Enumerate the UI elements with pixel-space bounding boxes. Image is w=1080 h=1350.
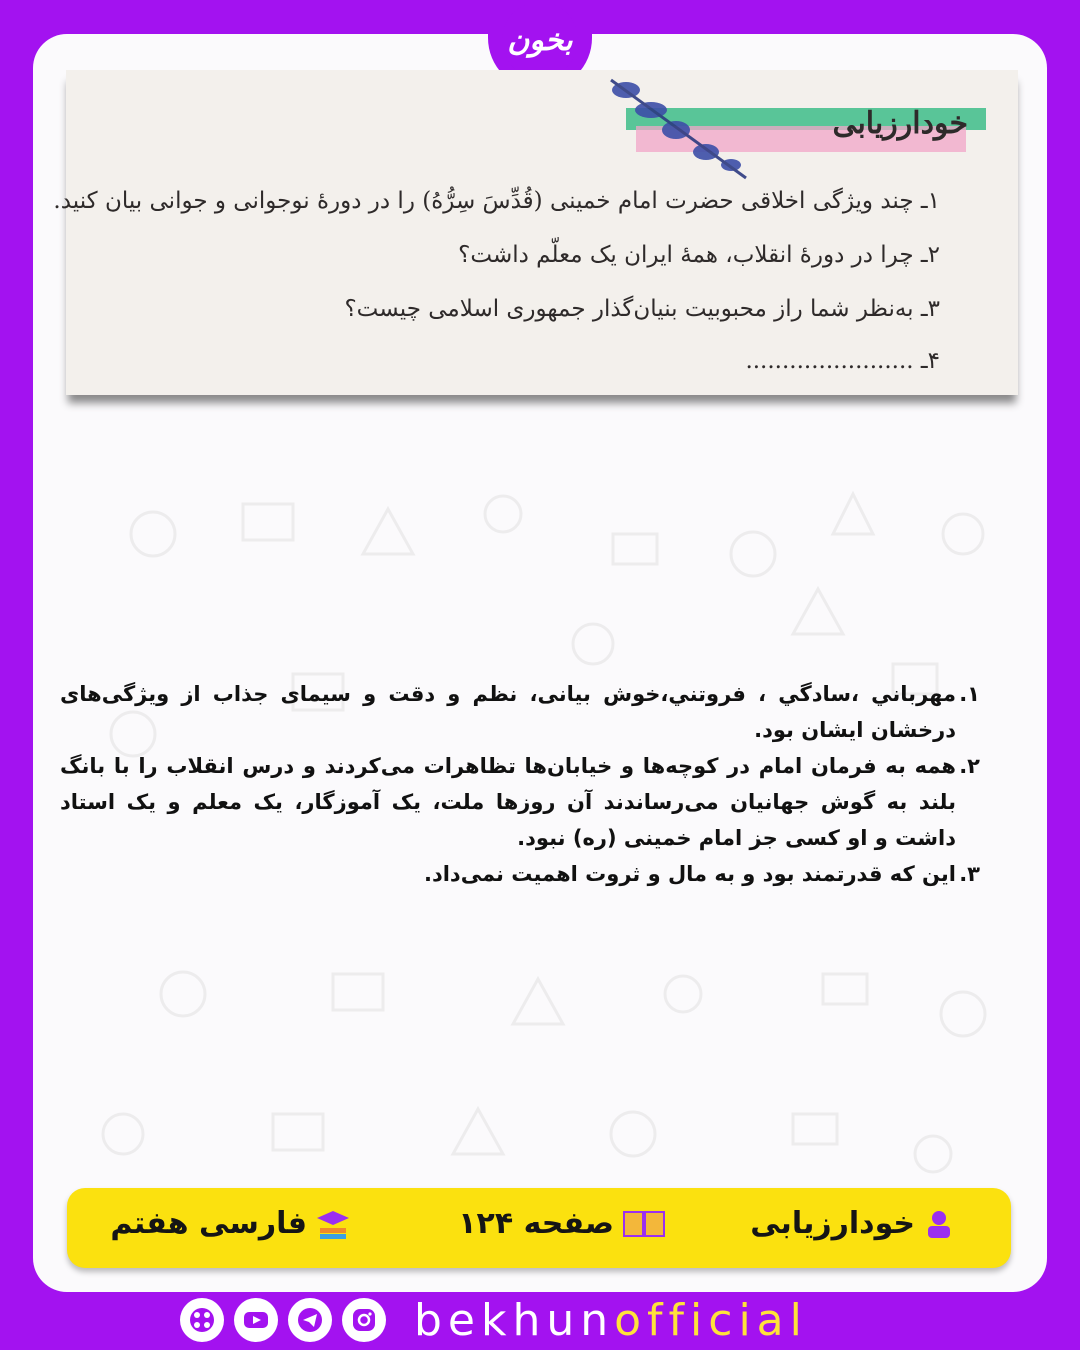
open-book-icon xyxy=(622,1208,666,1240)
youtube-icon[interactable] xyxy=(234,1298,278,1342)
answer-item xyxy=(60,748,980,856)
social-bar xyxy=(180,1290,808,1350)
footer-subject xyxy=(110,1206,351,1241)
instagram-icon[interactable] xyxy=(342,1298,386,1342)
answer-text: همه به فرمان امام در کوچه‌ها و خیابان‌ها تظاهرات می‌کردند و درس انقلاب را با بانگ بلند به گوش جهانیان می‌رساندند آن روزها ملت، یک آموزگار، یک معلم و یک استاد داشت و او کسی جز امام خمینی (ره) نبود. xyxy=(60,754,956,850)
brand-part-1: bekhun xyxy=(414,1294,615,1346)
student-icon xyxy=(923,1208,955,1240)
textbook-excerpt xyxy=(53,70,1018,395)
answers-list xyxy=(60,676,980,892)
footer-bar xyxy=(67,1188,1011,1268)
footer-topic-label: خودارزیابی xyxy=(750,1206,915,1241)
textbook-question: ۱ـ چند ویژگی اخلاقی حضرت امام خمینی (قُدِّسَ سِرُّهُ) را در دورهٔ نوجوانی و جوانی بیان کنید. xyxy=(53,188,940,214)
brand-part-2: official xyxy=(614,1294,808,1346)
footer-page xyxy=(458,1206,666,1241)
textbook-question: ۳ـ به‌نظر شما راز محبوبیت بنیان‌گذار جمهوری اسلامی چیست؟ xyxy=(344,296,940,322)
logo xyxy=(502,2,578,78)
footer-topic xyxy=(750,1206,955,1241)
textbook-question: ۲ـ چرا در دورهٔ انقلاب، همهٔ ایران یک معلّم داشت؟ xyxy=(458,242,940,268)
brand-handle xyxy=(414,1295,808,1346)
answer-number: ۳. xyxy=(959,862,980,886)
answer-text: مهرباني ،سادگي ، فروتني،خوش بیانی، نظم و دقت و سیمای جذاب از ویژگی‌های درخشان ایشان بود. xyxy=(60,682,956,742)
answer-text: این که قدرتمند بود و به مال و ثروت اهمیت نمی‌داد. xyxy=(423,862,956,886)
telegram-icon[interactable] xyxy=(288,1298,332,1342)
footer-subject-label: فارسی هفتم xyxy=(110,1206,307,1241)
answer-item xyxy=(60,676,980,748)
logo-text: بخون xyxy=(507,22,573,58)
answer-item xyxy=(60,856,980,892)
textbook-title: خودارزیابی xyxy=(832,106,968,141)
graduation-books-icon xyxy=(315,1208,351,1240)
answer-number: ۱. xyxy=(959,682,980,706)
footer-page-label: صفحه ۱۲۴ xyxy=(458,1206,614,1241)
aparat-icon[interactable] xyxy=(180,1298,224,1342)
answer-number: ۲. xyxy=(959,754,980,778)
textbook-question: ۴ـ ....................... xyxy=(745,348,940,374)
